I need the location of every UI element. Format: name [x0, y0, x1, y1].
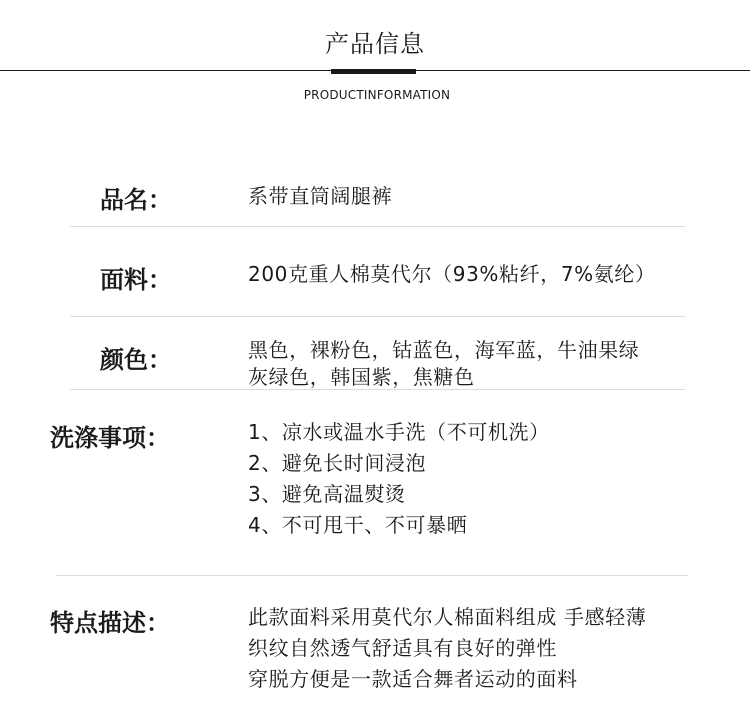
features-value	[248, 602, 646, 695]
washing-step: 1、凉水或温水手洗（不可机洗）	[248, 420, 550, 444]
color-line: 黑色，裸粉色，钴蓝色，海军蓝，牛油果绿	[248, 338, 640, 362]
features-label: 特点描述：	[50, 609, 170, 637]
row-divider	[56, 575, 688, 576]
washing-step: 3、避免高温熨烫	[248, 482, 406, 506]
product-name-label: 品名：	[100, 186, 172, 214]
row-divider	[70, 389, 685, 390]
features-line: 此款面料采用莫代尔人棉面料组成 手感轻薄	[248, 605, 647, 629]
fabric-line: 200克重人棉莫代尔（93%粘纤，7%氨纶）	[248, 262, 656, 286]
color-value	[248, 337, 639, 391]
washing-step: 4、不可甩干、不可暴晒	[248, 513, 468, 537]
washing-step: 2、避免长时间浸泡	[248, 451, 427, 475]
fabric-label: 面料：	[100, 266, 172, 294]
features-line: 穿脱方便是一款适合舞者运动的面料	[248, 667, 578, 691]
page-subtitle: PRODUCTINFORMATION	[303, 88, 451, 102]
color-line: 灰绿色，韩国紫，焦糖色	[248, 365, 475, 389]
row-divider	[70, 316, 685, 317]
fabric-value	[248, 259, 656, 290]
page-title: 产品信息	[325, 30, 425, 58]
color-label: 颜色：	[100, 346, 172, 374]
washing-label: 洗涤事项：	[50, 424, 170, 452]
row-divider	[70, 226, 685, 227]
features-line: 织纹自然透气舒适具有良好的弹性	[248, 636, 557, 660]
product-name-value	[248, 181, 392, 212]
header-accent-bar	[331, 69, 416, 74]
washing-value	[248, 417, 550, 541]
product-name-line: 系带直筒阔腿裤	[248, 184, 393, 208]
